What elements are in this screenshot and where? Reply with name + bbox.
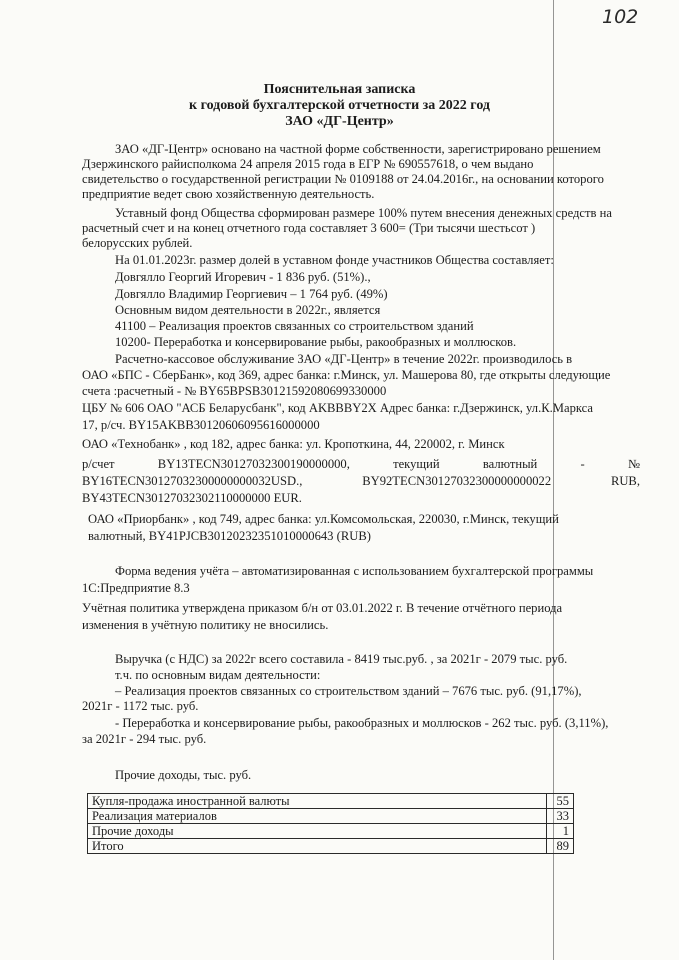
paragraph-registration-line: свидетельство о государственной регистрации № 0109188 от 24.04.2016г., на основании которого xyxy=(82,172,604,186)
paragraph-capital-line: расчетный счет и на конец отчетного года составляет 3 600= (Три тысячи шестьсот ) xyxy=(82,221,536,235)
income-label: Купля-продажа иностранной валюты xyxy=(88,794,547,809)
bank-service-line: Расчетно-кассовое обслуживание ЗАО «ДГ-Центр» в течение 2022г. производилось в xyxy=(115,352,573,366)
company-name-title: ЗАО «ДГ-Центр» xyxy=(285,114,394,129)
revenue-line: т.ч. по основным видам деятельности: xyxy=(115,668,321,682)
revenue-line: - Переработка и консервирование рыбы, ракообразных и моллюсков - 262 тыс. руб. (3,11%), xyxy=(115,716,609,730)
bank-service-line: ОАО «Приорбанк» , код 749, адрес банка: ул.Комсомольская, 220030, г.Минск, текущий xyxy=(88,512,559,526)
income-label: Реализация материалов xyxy=(88,809,547,824)
income-total-label: Итого xyxy=(88,839,547,854)
technobank-accounts-row xyxy=(82,457,640,472)
bank-account-line: 17, р/сч. BY15AKBB30120606095616000000 xyxy=(82,418,320,432)
income-value: 55 xyxy=(547,794,574,809)
dash-separator: - xyxy=(580,457,585,471)
technobank-accounts-row xyxy=(82,474,640,489)
paragraph-capital-line: Уставный фонд Общества сформирован размере 100% путем внесения денежных средств на xyxy=(115,206,612,220)
table-row xyxy=(88,809,574,824)
table-row xyxy=(88,824,574,839)
other-income-table xyxy=(87,793,574,854)
income-value: 1 xyxy=(547,824,574,839)
accounting-form-line: Форма ведения учёта – автоматизированная с использованием бухгалтерской программы xyxy=(115,564,594,578)
document-title: Пояснительная записка xyxy=(263,82,416,97)
table-row xyxy=(88,839,574,854)
shareholder-line: Довгялло Владимир Георгиевич – 1 764 руб. (49%) xyxy=(115,287,388,301)
account-type: текущий xyxy=(393,457,440,471)
accounting-form-line: 1С:Предприятие 8.3 xyxy=(82,581,190,595)
accounting-policy-line: Учётная политика утверждена приказом б/н от 03.01.2022 г. В течение отчётного периода xyxy=(82,601,563,615)
bank-service-line: ОАО «Технобанк» , код 182, адрес банка: ул. Кропоткина, 44, 220002, г. Минск xyxy=(82,437,505,451)
account-label: р/счет xyxy=(82,457,115,471)
income-label: Прочие доходы xyxy=(88,824,547,839)
document-subtitle: к годовой бухгалтерской отчетности за 2022 год xyxy=(189,98,490,113)
account-number: BY13TECN30127032300190000000, xyxy=(157,457,350,471)
account-number: BY16TECN30127032300000000032USD., xyxy=(82,474,303,488)
income-total-value: 89 xyxy=(547,839,574,854)
income-value: 33 xyxy=(547,809,574,824)
revenue-line: за 2021г - 294 тыс. руб. xyxy=(82,732,207,746)
number-sign: № xyxy=(627,457,640,471)
main-activity-heading: Основным видом деятельности в 2022г., является xyxy=(115,303,381,317)
bank-service-line: ЦБУ № 606 ОАО "АСБ Беларусбанк", код AKBBBY2X Адрес банка: г.Дзержинск, ул.К.Маркса xyxy=(82,401,594,415)
bank-account-line: валютный, BY41PJCB30120232351010000643 (RUB) xyxy=(88,529,371,543)
bank-service-line: ОАО «БПС - СберБанк», код 369, адрес банка: г.Минск, ул. Машерова 80, где открыты следующие xyxy=(82,368,611,382)
paragraph-registration-line: ЗАО «ДГ-Центр» основано на частной форме собственности, зарегистрировано решением xyxy=(115,142,601,156)
currency-code: RUB, xyxy=(610,474,640,488)
activity-code-line: 10200- Переработка и консервирование рыбы, ракообразных и моллюсков. xyxy=(115,335,517,349)
paragraph-capital-line: белорусских рублей. xyxy=(82,236,193,250)
revenue-line: 2021г - 1172 тыс. руб. xyxy=(82,699,199,713)
page-number: 102 xyxy=(602,6,639,28)
account-number: BY92TECN30127032300000000022 xyxy=(362,474,552,488)
revenue-line: – Реализация проектов связанных со строительством зданий – 7676 тыс. руб. (91,17%), xyxy=(115,684,582,698)
bank-account-line: счета :расчетный - № BY65BPSB30121592080699330000 xyxy=(82,384,387,398)
activity-code-line: 41100 – Реализация проектов связанных со строительством зданий xyxy=(115,319,474,333)
paragraph-registration-line: Дзержинского райисполкома 24 апреля 2015 года в ЕГР № 690557618, о чем выдано xyxy=(82,157,534,171)
accounting-policy-line: изменения в учётную политику не вносились. xyxy=(82,618,329,632)
shares-heading: На 01.01.2023г. размер долей в уставном фонде участников Общества составляет: xyxy=(115,253,554,267)
account-type: валютный xyxy=(482,457,538,471)
table-row xyxy=(88,794,574,809)
other-income-heading: Прочие доходы, тыс. руб. xyxy=(115,768,252,782)
paragraph-registration-line: предприятие ведет свою хозяйственную деятельность. xyxy=(82,187,375,201)
shareholder-line: Довгялло Георгий Игоревич - 1 836 руб. (51%)., xyxy=(115,270,371,284)
bank-account-line: BY43TECN30127032302110000000 EUR. xyxy=(82,491,302,505)
revenue-line: Выручка (с НДС) за 2022г всего составила - 8419 тыс.руб. , за 2021г - 2079 тыс. руб. xyxy=(115,652,568,666)
